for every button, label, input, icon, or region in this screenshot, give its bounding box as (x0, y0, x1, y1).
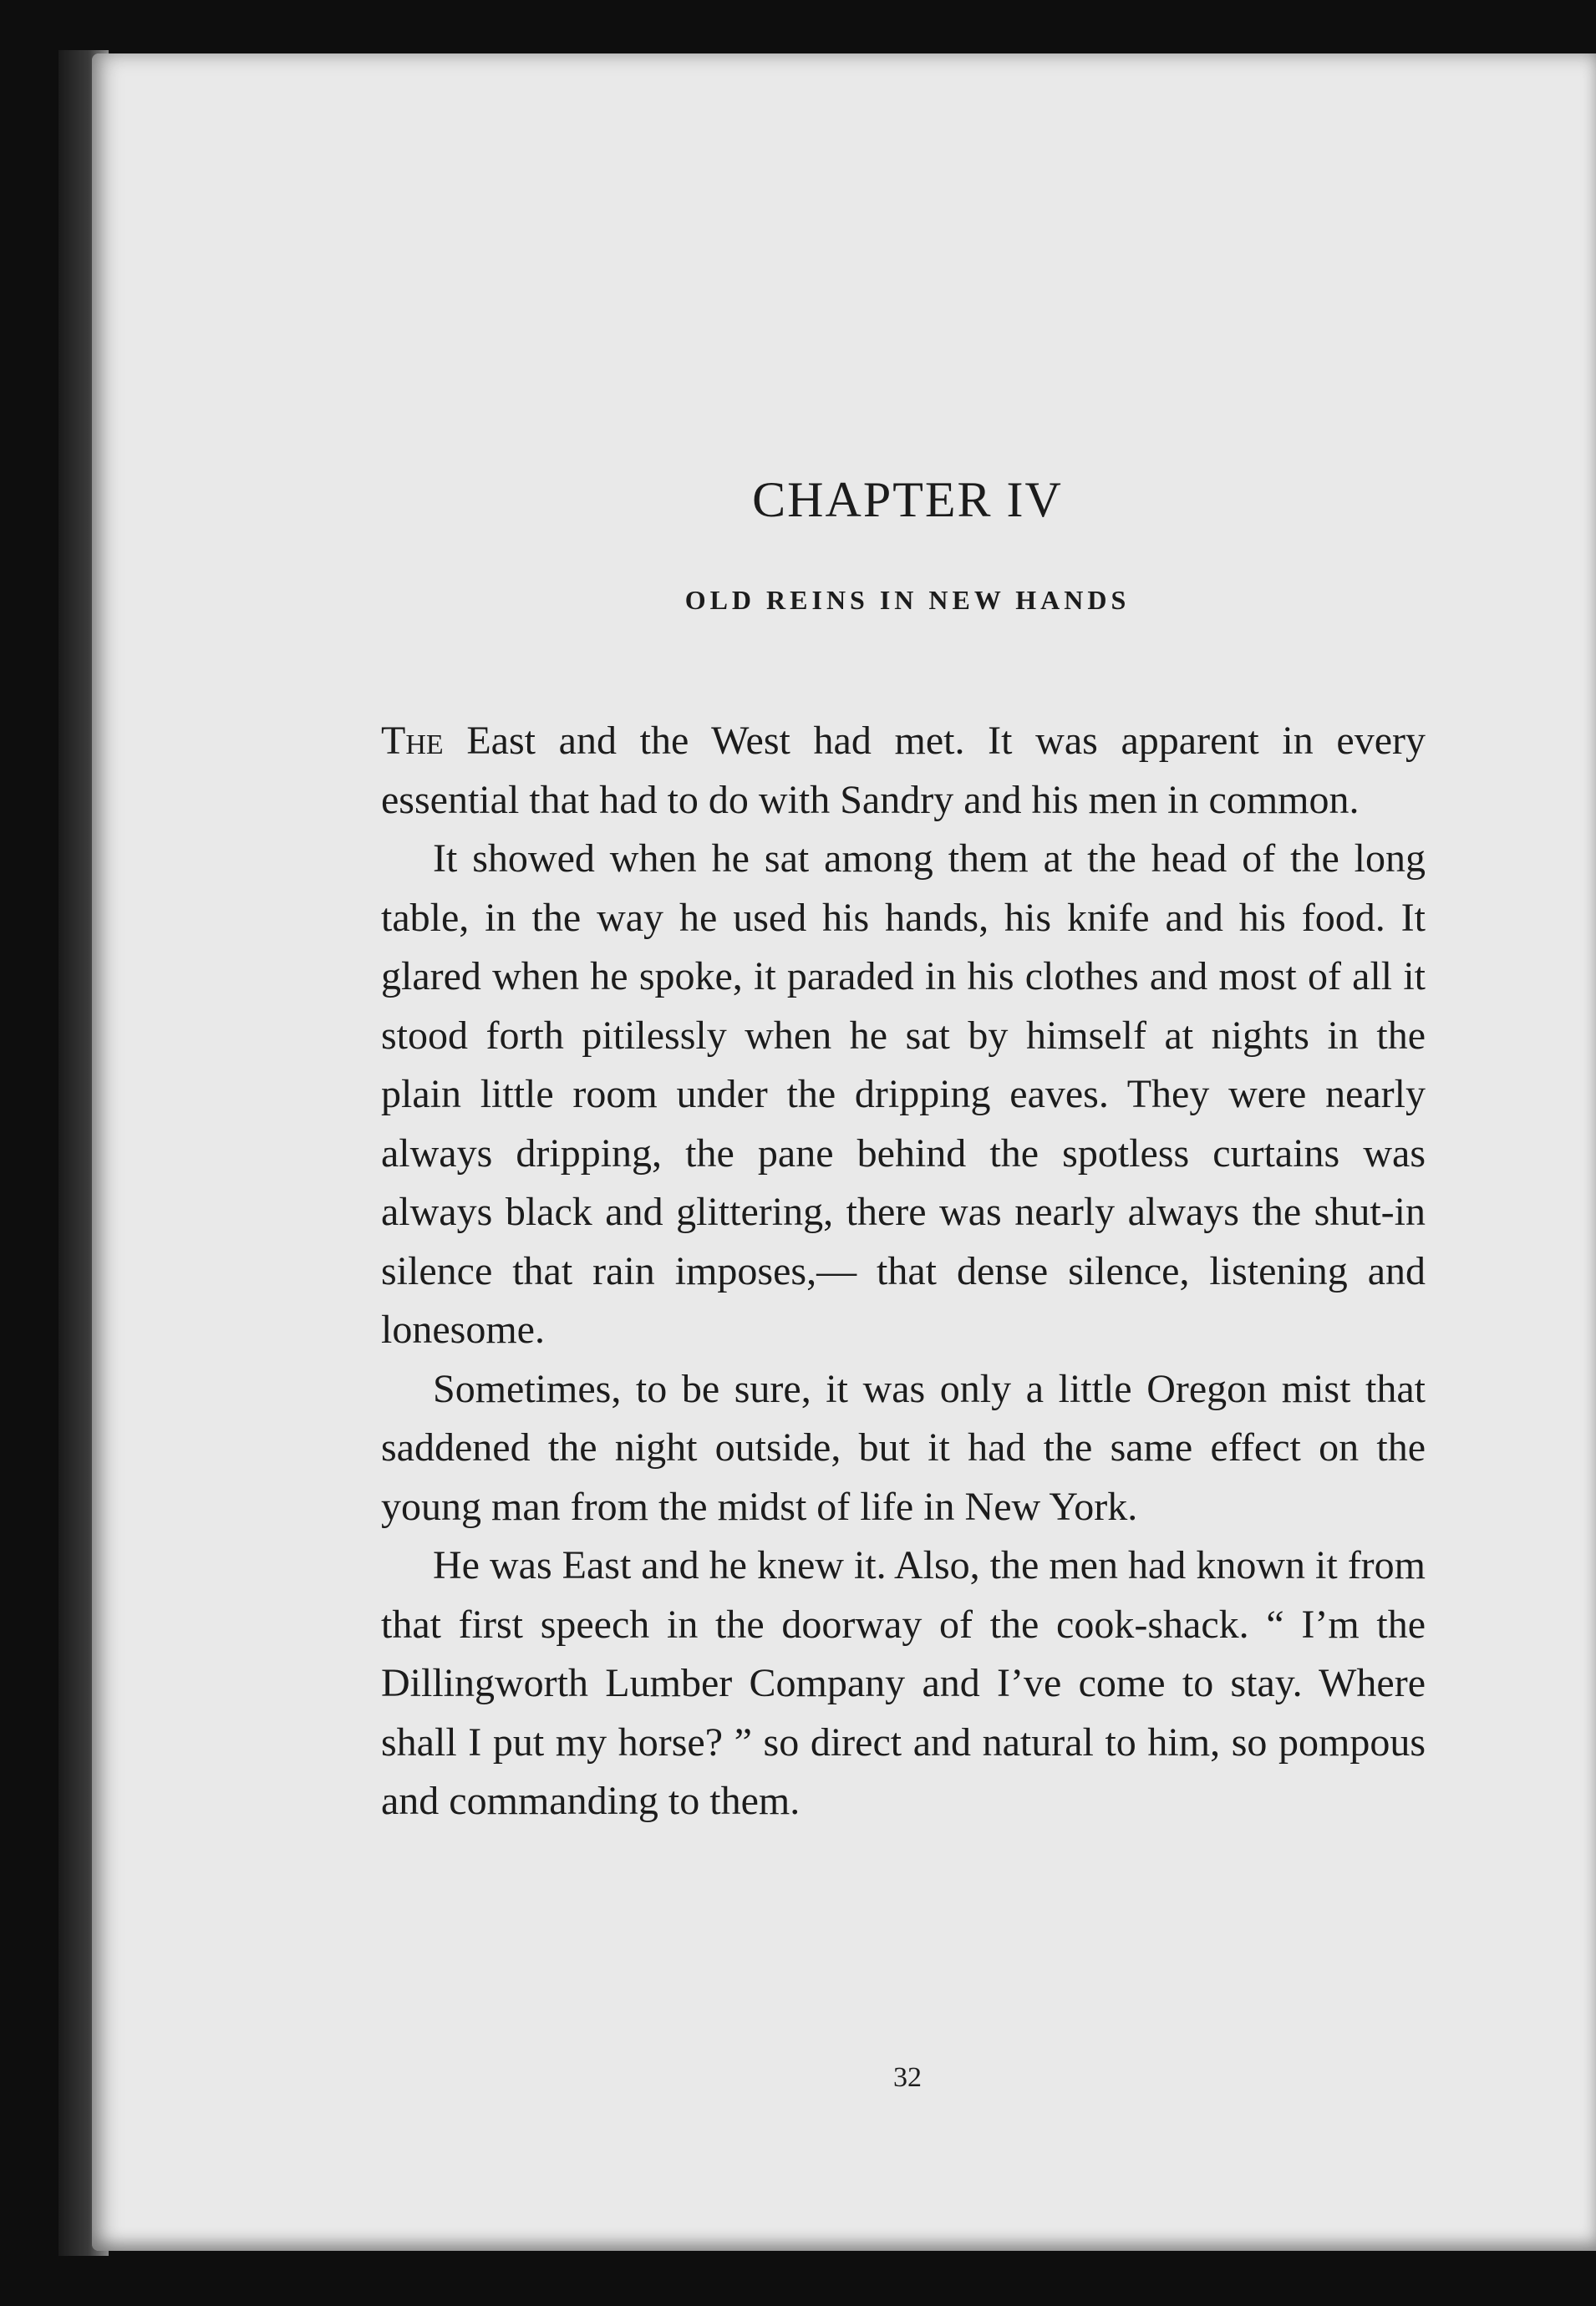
chapter-body (381, 712, 1426, 1831)
paragraph-3: Sometimes, to be sure, it was only a little Oregon mist that saddened the night outside, but it had the same effect on the young man from the midst of life in New York. (381, 1366, 1426, 1529)
paragraph-1-text: East and the West had met. It was apparent in every essential that had to do with Sandry and his men in common. (381, 719, 1426, 822)
page-number: 32 (893, 2062, 922, 2093)
paragraph-1 (381, 712, 1426, 830)
book-page (92, 53, 1596, 2251)
chapter-title: CHAPTER IV (752, 472, 1063, 527)
paragraph-2: It showed when he sat among them at the head of the long table, in the way he used his hands, his knife and his food. It glared when he spoke, it paraded in his clothes and most of all it stood forth pitilessly when he sat by himself at nights in the plain little room under the dripping eaves. They were nearly always dripping, the pane behind the spotless curtains was always black and glittering, there was nearly always the shut-in silence that rain imposes,— that dense silence, listening and lonesome. (381, 836, 1426, 1352)
paragraph-4: He was East and he knew it. Also, the men had known it from that first speech in the doorway of the cook-shack. “ I’m the Dillingworth Lumber Company and I’ve come to stay. Where shall I put my horse? ” so direct and natural to him, so pompous and commanding to them. (381, 1543, 1426, 1823)
chapter-subtitle: OLD REINS IN NEW HANDS (684, 585, 1131, 615)
opening-word: The (381, 719, 444, 763)
